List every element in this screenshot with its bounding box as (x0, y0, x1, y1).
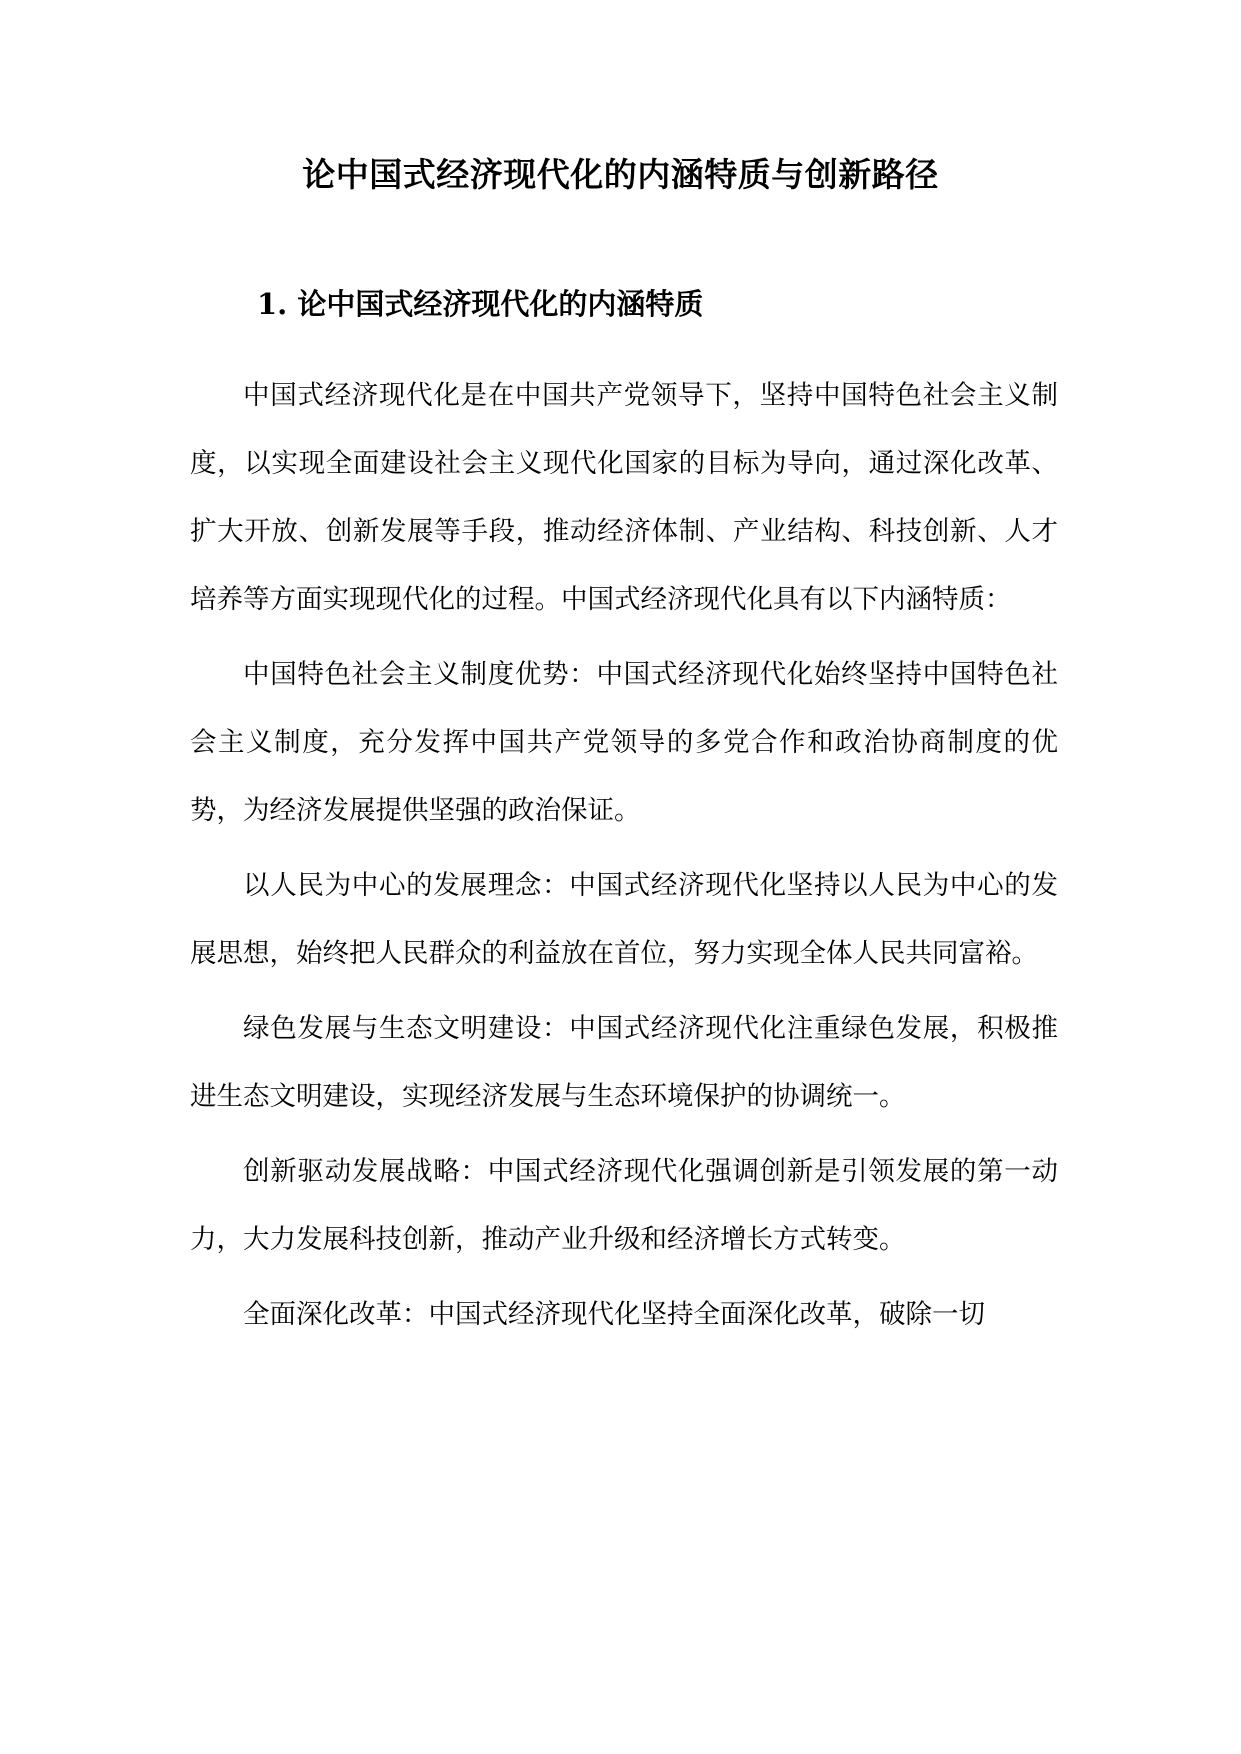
paragraph: 创新驱动发展战略：中国式经济现代化强调创新是引领发展的第一动力，大力发展科技创新，推动产业升级和经济增长方式转变。 (190, 1156, 1058, 1255)
document-title: 论中国式经济现代化的内涵特质与创新路径 (302, 155, 939, 194)
paragraph: 中国式经济现代化是在中国共产党领导下，坚持中国特色社会主义制度，以实现全面建设社会主义现代化国家的目标为导向，通过深化改革、扩大开放、创新发展等手段，推动经济体制、产业结构、科技创新、人才培养等方面实现现代化的过程。中国式经济现代化具有以下内涵特质： (190, 380, 1058, 615)
paragraph: 全面深化改革：中国式经济现代化坚持全面深化改革，破除一切 (243, 1299, 985, 1330)
section-heading: 1. 论中国式经济现代化的内涵特质 (257, 287, 704, 321)
paragraph: 绿色发展与生态文明建设：中国式经济现代化注重绿色发展，积极推进生态文明建设，实现经济发展与生态环境保护的协调统一。 (190, 1013, 1058, 1112)
paragraph: 中国特色社会主义制度优势：中国式经济现代化始终坚持中国特色社会主义制度，充分发挥中国共产党领导的多党合作和政治协商制度的优势，为经济发展提供坚强的政治保证。 (190, 659, 1058, 826)
paragraph: 以人民为中心的发展理念：中国式经济现代化坚持以人民为中心的发展思想，始终把人民群众的利益放在首位，努力实现全体人民共同富裕。 (190, 870, 1058, 969)
section-body (190, 362, 1058, 1356)
